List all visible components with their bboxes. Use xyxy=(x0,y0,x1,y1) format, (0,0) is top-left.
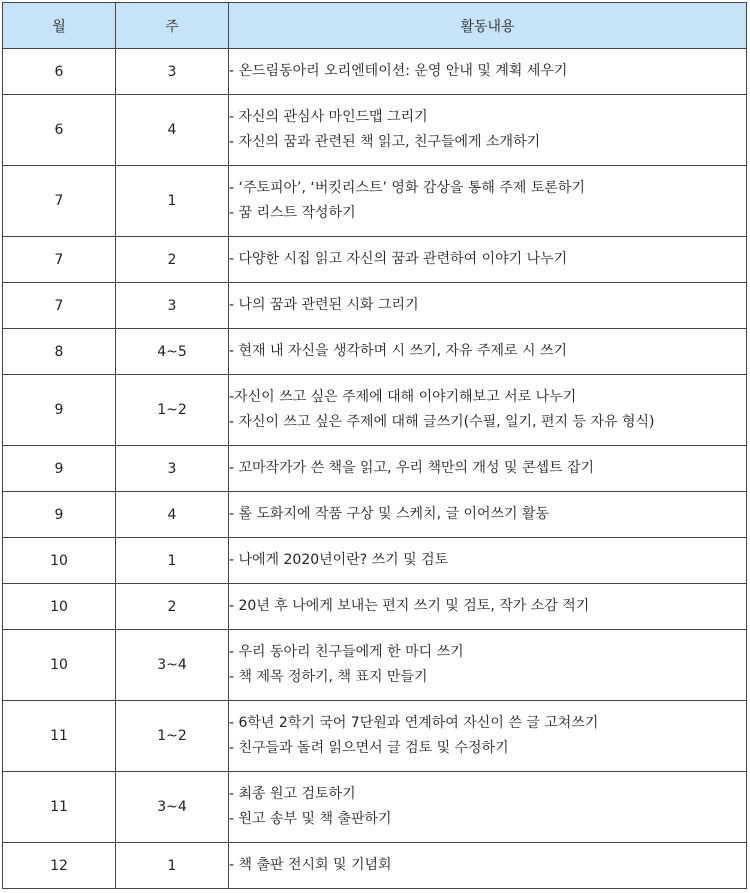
activity-line: - 롤 도화지에 작품 구상 및 스케치, 글 이어쓰기 활동 xyxy=(229,506,550,522)
table-row xyxy=(3,584,747,630)
activity-cell xyxy=(229,49,747,95)
week-cell: 3 xyxy=(116,49,229,95)
table-header-row xyxy=(3,3,747,49)
activity-cell xyxy=(229,446,747,492)
week-cell: 1 xyxy=(116,538,229,584)
activity-cell xyxy=(229,375,747,446)
table-row xyxy=(3,49,747,95)
table-row xyxy=(3,283,747,329)
week-cell: 3 xyxy=(116,283,229,329)
activity-line: - 책 출판 전시회 및 기념회 xyxy=(229,857,392,873)
month-cell: 8 xyxy=(3,329,116,375)
month-cell: 10 xyxy=(3,584,116,630)
table-body xyxy=(3,49,747,889)
activity-line: - 나의 꿈과 관련된 시화 그리기 xyxy=(229,297,419,313)
table-row xyxy=(3,375,747,446)
header-activity: 활동내용 xyxy=(229,3,747,49)
month-cell: 7 xyxy=(3,166,116,237)
week-cell: 3 xyxy=(116,446,229,492)
month-cell: 9 xyxy=(3,446,116,492)
month-cell: 9 xyxy=(3,375,116,446)
week-cell: 3~4 xyxy=(116,630,229,701)
table-row xyxy=(3,772,747,843)
activity-line: - 꼬마작가가 쓴 책을 읽고, 우리 책만의 개성 및 콘셉트 잡기 xyxy=(229,460,595,476)
month-cell: 6 xyxy=(3,49,116,95)
week-cell: 4 xyxy=(116,95,229,166)
table-row xyxy=(3,843,747,889)
activity-cell xyxy=(229,237,747,283)
activity-line: - 책 제목 정하기, 책 표지 만들기 xyxy=(229,669,428,685)
table-row xyxy=(3,166,747,237)
activity-schedule-table xyxy=(2,2,747,889)
month-cell: 11 xyxy=(3,772,116,843)
activity-cell xyxy=(229,630,747,701)
week-cell: 3~4 xyxy=(116,772,229,843)
activity-line: - 온드림동아리 오리엔테이션: 운영 안내 및 계획 세우기 xyxy=(229,63,568,79)
activity-cell xyxy=(229,329,747,375)
activity-line: - 자신의 꿈과 관련된 책 읽고, 친구들에게 소개하기 xyxy=(229,134,541,150)
month-cell: 7 xyxy=(3,283,116,329)
month-cell: 12 xyxy=(3,843,116,889)
activity-line: - 꿈 리스트 작성하기 xyxy=(229,205,356,221)
activity-line: - 친구들과 돌려 읽으면서 글 검토 및 수정하기 xyxy=(229,740,509,756)
month-cell: 10 xyxy=(3,630,116,701)
activity-cell xyxy=(229,283,747,329)
activity-line: - 우리 동아리 친구들에게 한 마디 쓰기 xyxy=(229,644,464,660)
activity-line: - 자신의 관심사 마인드맵 그리기 xyxy=(229,109,428,125)
activity-line: - ‘주토피아’, ‘버킷리스트’ 영화 감상을 통해 주제 토론하기 xyxy=(229,180,585,196)
activity-line: - 20년 후 나에게 보내는 편지 쓰기 및 검토, 작가 소감 적기 xyxy=(229,598,590,614)
table-row xyxy=(3,492,747,538)
table-row xyxy=(3,329,747,375)
activity-line: - 나에게 2020년이란? 쓰기 및 검토 xyxy=(229,552,449,568)
table-row xyxy=(3,95,747,166)
month-cell: 11 xyxy=(3,701,116,772)
month-cell: 10 xyxy=(3,538,116,584)
activity-cell xyxy=(229,538,747,584)
month-cell: 6 xyxy=(3,95,116,166)
activity-cell xyxy=(229,843,747,889)
table-row xyxy=(3,237,747,283)
activity-cell xyxy=(229,701,747,772)
header-month: 월 xyxy=(3,3,116,49)
month-cell: 7 xyxy=(3,237,116,283)
week-cell: 1~2 xyxy=(116,375,229,446)
activity-line: - 최종 원고 검토하기 xyxy=(229,786,356,802)
week-cell: 1 xyxy=(116,843,229,889)
activity-cell xyxy=(229,492,747,538)
activity-cell xyxy=(229,772,747,843)
activity-line: - 다양한 시집 읽고 자신의 꿈과 관련하여 이야기 나누기 xyxy=(229,251,568,267)
week-cell: 2 xyxy=(116,237,229,283)
activity-line: - 자신이 쓰고 싶은 주제에 대해 글쓰기(수필, 일기, 편지 등 자유 형식) xyxy=(229,414,655,430)
week-cell: 1 xyxy=(116,166,229,237)
table-row xyxy=(3,630,747,701)
week-cell: 1~2 xyxy=(116,701,229,772)
activity-cell xyxy=(229,166,747,237)
activity-cell xyxy=(229,95,747,166)
week-cell: 2 xyxy=(116,584,229,630)
activity-line: -자신이 쓰고 싶은 주제에 대해 이야기해보고 서로 나누기 xyxy=(229,389,577,405)
header-week: 주 xyxy=(116,3,229,49)
month-cell: 9 xyxy=(3,492,116,538)
activity-cell xyxy=(229,584,747,630)
activity-line: - 6학년 2학기 국어 7단원과 연계하여 자신이 쓴 글 고쳐쓰기 xyxy=(229,715,599,731)
table-row xyxy=(3,446,747,492)
table-row xyxy=(3,701,747,772)
activity-line: - 현재 내 자신을 생각하며 시 쓰기, 자유 주제로 시 쓰기 xyxy=(229,343,568,359)
table-row xyxy=(3,538,747,584)
week-cell: 4 xyxy=(116,492,229,538)
activity-line: - 원고 송부 및 책 출판하기 xyxy=(229,811,392,827)
week-cell: 4~5 xyxy=(116,329,229,375)
